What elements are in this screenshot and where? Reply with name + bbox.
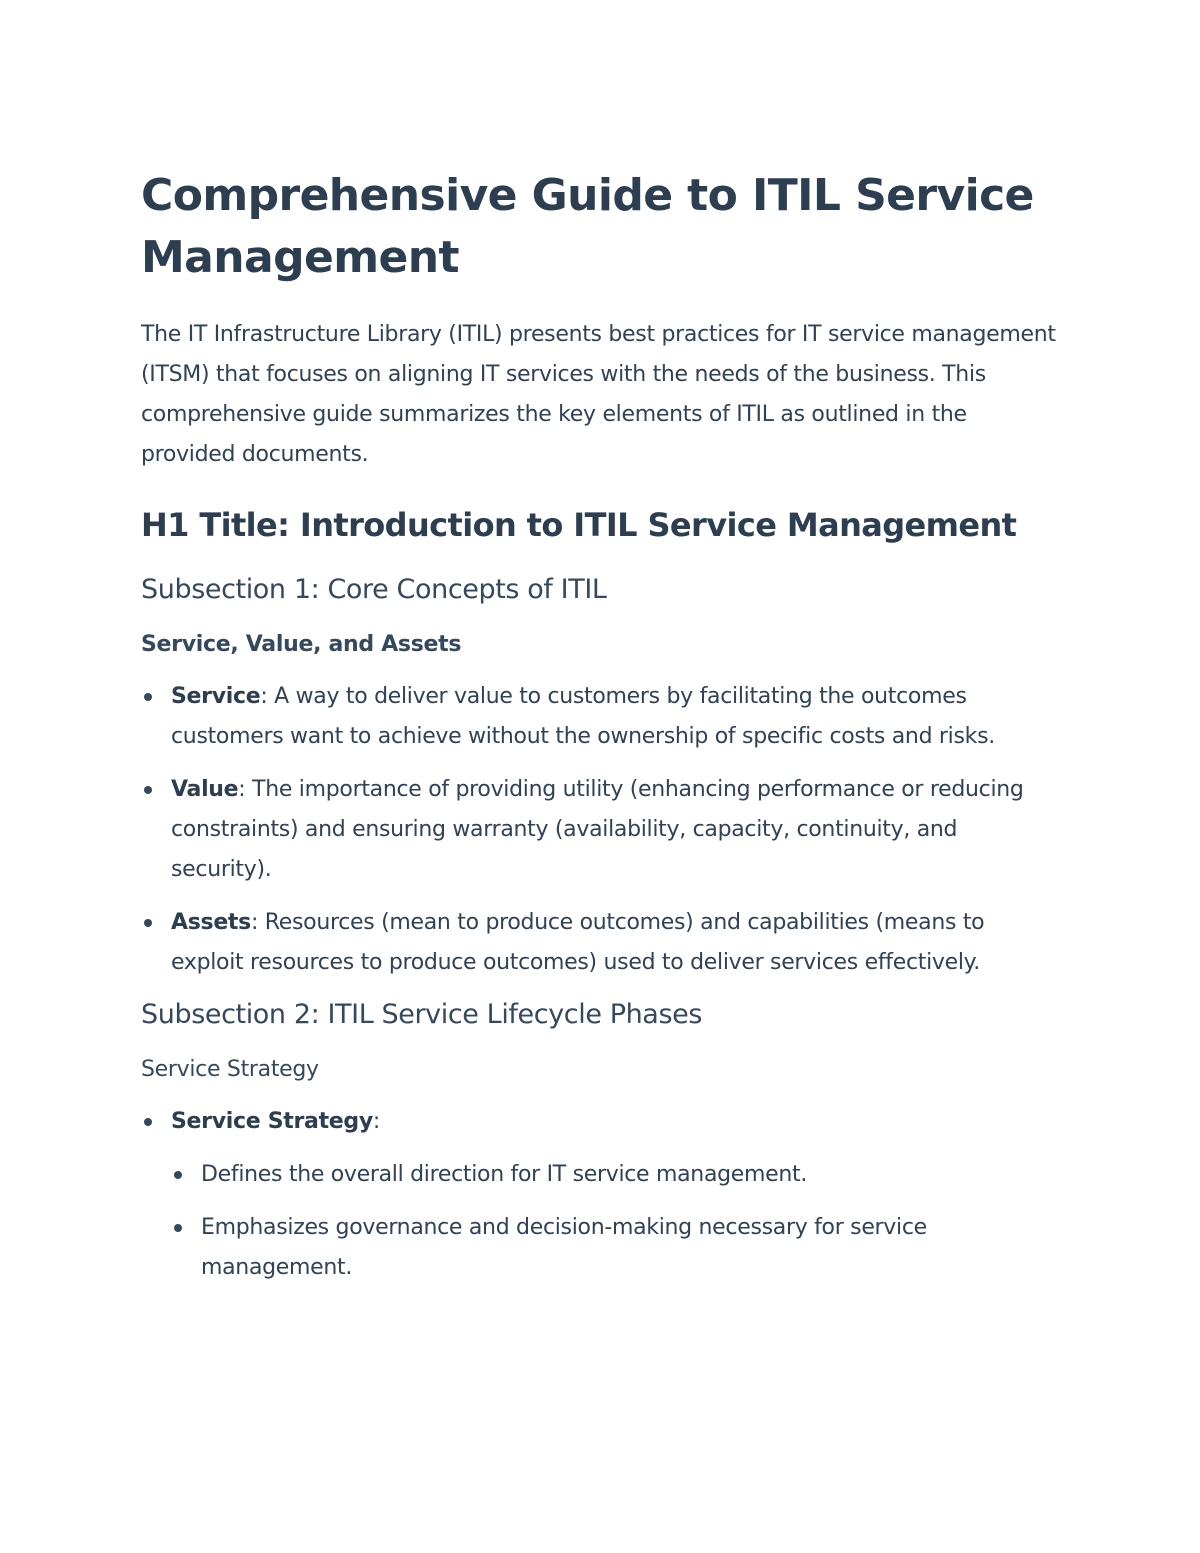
list-item: [141, 903, 1061, 983]
section-heading: H1 Title: Introduction to ITIL Service Management: [141, 506, 1017, 544]
list-item-term: Service Strategy: [171, 1109, 373, 1134]
nested-list-item: [171, 1155, 1061, 1195]
list-item-term: Assets: [171, 910, 251, 935]
list-item-text: : The importance of providing utility (enhancing performance or reducing constraints) and ensuring warranty (availability, capacity, continuity, and security).: [171, 777, 1024, 882]
bullet-icon: [144, 693, 152, 701]
nested-list: [171, 1155, 1061, 1288]
subsection-2-subheading: Service Strategy: [141, 1057, 319, 1082]
nested-list-item: [171, 1208, 1061, 1288]
list-item-text: :: [372, 1109, 381, 1134]
list-item: [141, 1102, 1061, 1288]
subsection-2-heading: Subsection 2: ITIL Service Lifecycle Phases: [141, 999, 702, 1030]
list-item: [141, 770, 1061, 890]
subsection-1-heading: Subsection 1: Core Concepts of ITIL: [141, 574, 607, 605]
list-item-term: Service: [171, 684, 261, 709]
bullet-icon: [174, 1171, 182, 1179]
list-item-term: Value: [171, 777, 239, 802]
intro-paragraph: The IT Infrastructure Library (ITIL) presents best practices for IT service management (ITSM) that focuses on aligning IT services with the needs of the business. This comprehensive guide summarizes the key elements of ITIL as outlined in the provided documents.: [141, 322, 1056, 467]
bullet-icon: [144, 919, 152, 927]
document-page: [141, 165, 1061, 1301]
bullet-icon: [144, 1118, 152, 1126]
nested-list-item-text: Emphasizes governance and decision-making necessary for service management.: [201, 1215, 927, 1280]
document-title: Comprehensive Guide to ITIL Service Management: [141, 170, 1034, 283]
core-concepts-list: [141, 677, 1061, 983]
nested-list-item-text: Defines the overall direction for IT service management.: [201, 1162, 808, 1187]
bullet-icon: [174, 1224, 182, 1232]
list-item: [141, 677, 1061, 757]
lifecycle-list: [141, 1102, 1061, 1288]
bullet-icon: [144, 786, 152, 794]
subsection-1-subheading: Service, Value, and Assets: [141, 632, 462, 657]
list-item-text: : Resources (mean to produce outcomes) and capabilities (means to exploit resources to produce outcomes) used to deliver services effectively.: [171, 910, 985, 975]
list-item-text: : A way to deliver value to customers by facilitating the outcomes customers want to achieve without the ownership of specific costs and risks.: [171, 684, 995, 749]
